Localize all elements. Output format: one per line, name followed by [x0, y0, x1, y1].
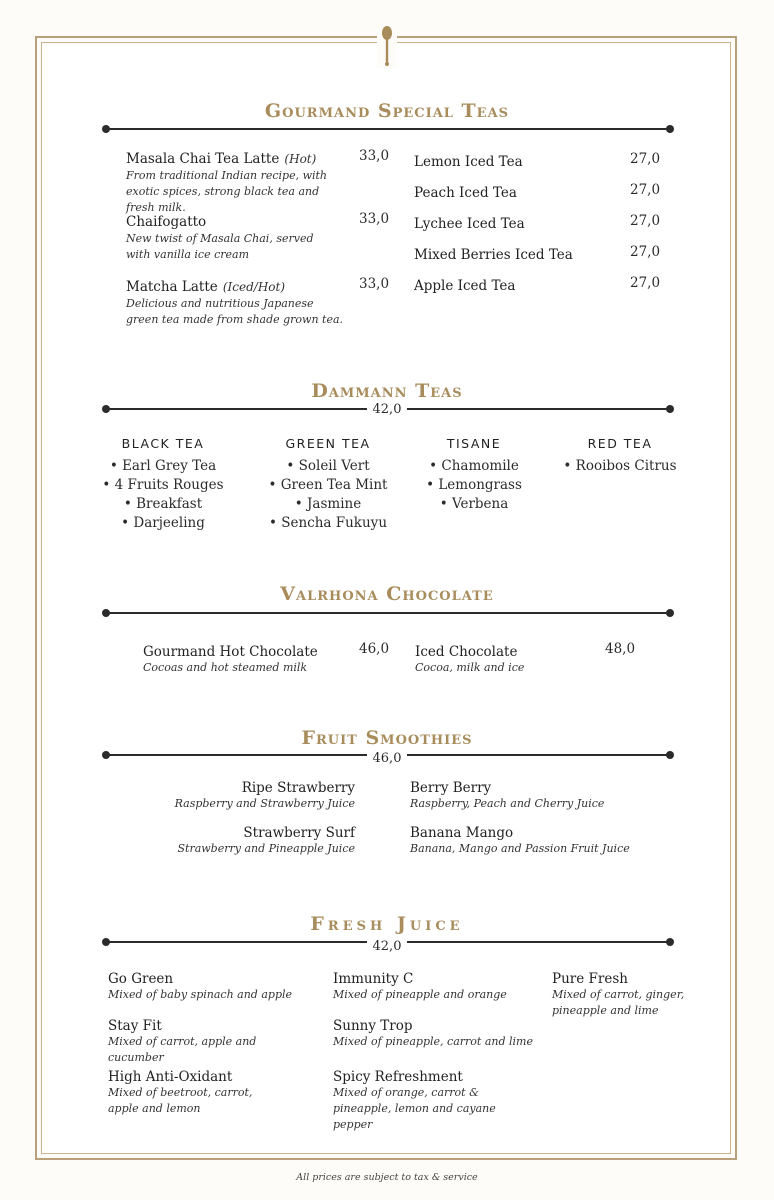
section-title-juice: Fresh Juice — [310, 913, 464, 935]
item-description: Delicious and nutritious Japanese green tea made from shade grown tea. — [126, 297, 344, 326]
item-description: From traditional Indian recipe, with exotic spices, strong black tea and fresh milk. — [126, 169, 328, 214]
item-name: Pure Fresh — [552, 971, 628, 987]
item-description: Raspberry, Peach and Cherry Juice — [410, 797, 605, 810]
chocolate-item — [415, 641, 645, 676]
section-title-smoothies: Fruit Smoothies — [301, 727, 473, 749]
category-label: TISANE — [446, 436, 502, 451]
list-item: • Chamomile — [429, 458, 519, 474]
item-tag: (Hot) — [284, 152, 317, 166]
list-item: • Lemongrass — [426, 477, 522, 493]
gourmand-item — [126, 211, 396, 263]
item-description: Mixed of beetroot, carrot, apple and lemon — [108, 1086, 253, 1115]
juice-item — [333, 1018, 533, 1050]
item-price: 48,0 — [605, 641, 636, 657]
item-description: Mixed of pineapple, carrot and lime — [333, 1035, 533, 1048]
item-description: Banana, Mango and Passion Fruit Juice — [410, 842, 630, 855]
list-item — [414, 213, 659, 244]
item-price: 27,0 — [630, 244, 661, 260]
item-name: Berry Berry — [410, 780, 492, 796]
item-description: New twist of Masala Chai, served with vanilla ice cream — [126, 232, 314, 261]
item-price: 33,0 — [359, 148, 390, 164]
footer-note: All prices are subject to tax & service — [296, 1172, 478, 1183]
gourmand-item — [126, 276, 396, 328]
section-price — [0, 402, 774, 417]
juice-item — [552, 971, 687, 1019]
item-description: Mixed of baby spinach and apple — [108, 988, 293, 1001]
section-title-valrhona: Valrhona Chocolate — [280, 583, 494, 605]
item-name: Lychee Iced Tea — [414, 216, 525, 232]
item-name: Gourmand Hot Chocolate — [143, 644, 318, 660]
tea-category-green — [257, 436, 399, 533]
section-divider — [102, 608, 674, 618]
category-list — [257, 457, 399, 533]
section-price-value: 42,0 — [367, 402, 408, 417]
list-item: • Breakfast — [123, 496, 203, 512]
item-name: Banana Mango — [410, 825, 514, 841]
item-name: Immunity C — [333, 971, 414, 987]
item-price: 27,0 — [630, 275, 661, 291]
gourmand-iced-list — [414, 151, 659, 306]
category-list — [414, 457, 534, 514]
smoothie-item — [410, 780, 650, 812]
tea-category-red — [558, 436, 682, 476]
smoothie-item — [150, 780, 355, 812]
juice-item — [333, 971, 533, 1003]
item-price: 27,0 — [630, 213, 661, 229]
section-divider — [102, 124, 674, 134]
item-price: 46,0 — [359, 641, 390, 657]
item-description: Strawberry and Pineapple Juice — [177, 842, 355, 855]
item-name: Apple Iced Tea — [414, 278, 516, 294]
item-description: Mixed of pineapple and orange — [333, 988, 507, 1001]
category-label: GREEN TEA — [285, 436, 371, 451]
list-item: • Rooibos Citrus — [563, 458, 677, 474]
item-name: Matcha Latte — [126, 279, 218, 295]
category-label: BLACK TEA — [121, 436, 205, 451]
item-price: 33,0 — [359, 276, 390, 292]
list-item — [414, 275, 659, 306]
section-price-value: 46,0 — [367, 751, 408, 766]
juice-item — [333, 1069, 533, 1133]
item-name: Masala Chai Tea Latte — [126, 151, 280, 167]
section-title-dammann: Dammann Teas — [311, 380, 463, 402]
item-price: 33,0 — [359, 211, 390, 227]
item-price: 27,0 — [630, 182, 661, 198]
list-item: • Soleil Vert — [286, 458, 370, 474]
item-name: Iced Chocolate — [415, 644, 518, 660]
juice-item — [108, 1069, 283, 1117]
list-item: • Green Tea Mint — [268, 477, 388, 493]
section-price-value: 42,0 — [367, 939, 408, 954]
juice-item — [108, 1018, 308, 1066]
item-price: 27,0 — [630, 151, 661, 167]
item-description: Cocoas and hot steamed milk — [143, 661, 308, 674]
item-name: Ripe Strawberry — [241, 780, 355, 796]
gourmand-item — [126, 148, 396, 216]
juice-item — [108, 971, 308, 1003]
category-list — [558, 457, 682, 476]
item-name: Sunny Trop — [333, 1018, 413, 1034]
list-item: • Verbena — [439, 496, 509, 512]
list-item — [414, 182, 659, 213]
item-name: Go Green — [108, 971, 174, 987]
list-item: • Sencha Fukuyu — [268, 515, 388, 531]
list-item — [414, 151, 659, 182]
tea-category-black — [93, 436, 233, 533]
item-description: Mixed of orange, carrot & pineapple, lemon and cayane pepper — [333, 1086, 496, 1131]
item-description: Cocoa, milk and ice — [415, 661, 525, 674]
list-item — [414, 244, 659, 275]
list-item: • Jasmine — [294, 496, 362, 512]
item-name: Strawberry Surf — [243, 825, 355, 841]
item-description: Mixed of carrot, ginger, pineapple and lime — [552, 988, 685, 1017]
item-name: Peach Iced Tea — [414, 185, 517, 201]
section-title-gourmand: Gourmand Special Teas — [264, 100, 510, 122]
item-name: Chaifogatto — [126, 214, 207, 230]
item-tag: (Iced/Hot) — [222, 280, 286, 294]
category-list — [93, 457, 233, 533]
item-name: Mixed Berries Iced Tea — [414, 247, 573, 263]
item-description: Raspberry and Strawberry Juice — [174, 797, 355, 810]
list-item: • 4 Fruits Rouges — [102, 477, 224, 493]
item-name: High Anti-Oxidant — [108, 1069, 233, 1085]
list-item: • Earl Grey Tea — [109, 458, 217, 474]
category-label: RED TEA — [587, 436, 653, 451]
smoothie-item — [410, 825, 650, 857]
item-name: Stay Fit — [108, 1018, 162, 1034]
smoothie-item — [150, 825, 355, 857]
item-name: Spicy Refreshment — [333, 1069, 463, 1085]
tea-category-tisane — [414, 436, 534, 514]
item-description: Mixed of carrot, apple and cucumber — [108, 1035, 257, 1064]
spoon-icon — [377, 24, 397, 68]
list-item: • Darjeeling — [121, 515, 205, 531]
section-price — [0, 751, 774, 766]
chocolate-item — [143, 641, 393, 676]
item-name: Lemon Iced Tea — [414, 154, 523, 170]
section-price — [0, 939, 774, 954]
